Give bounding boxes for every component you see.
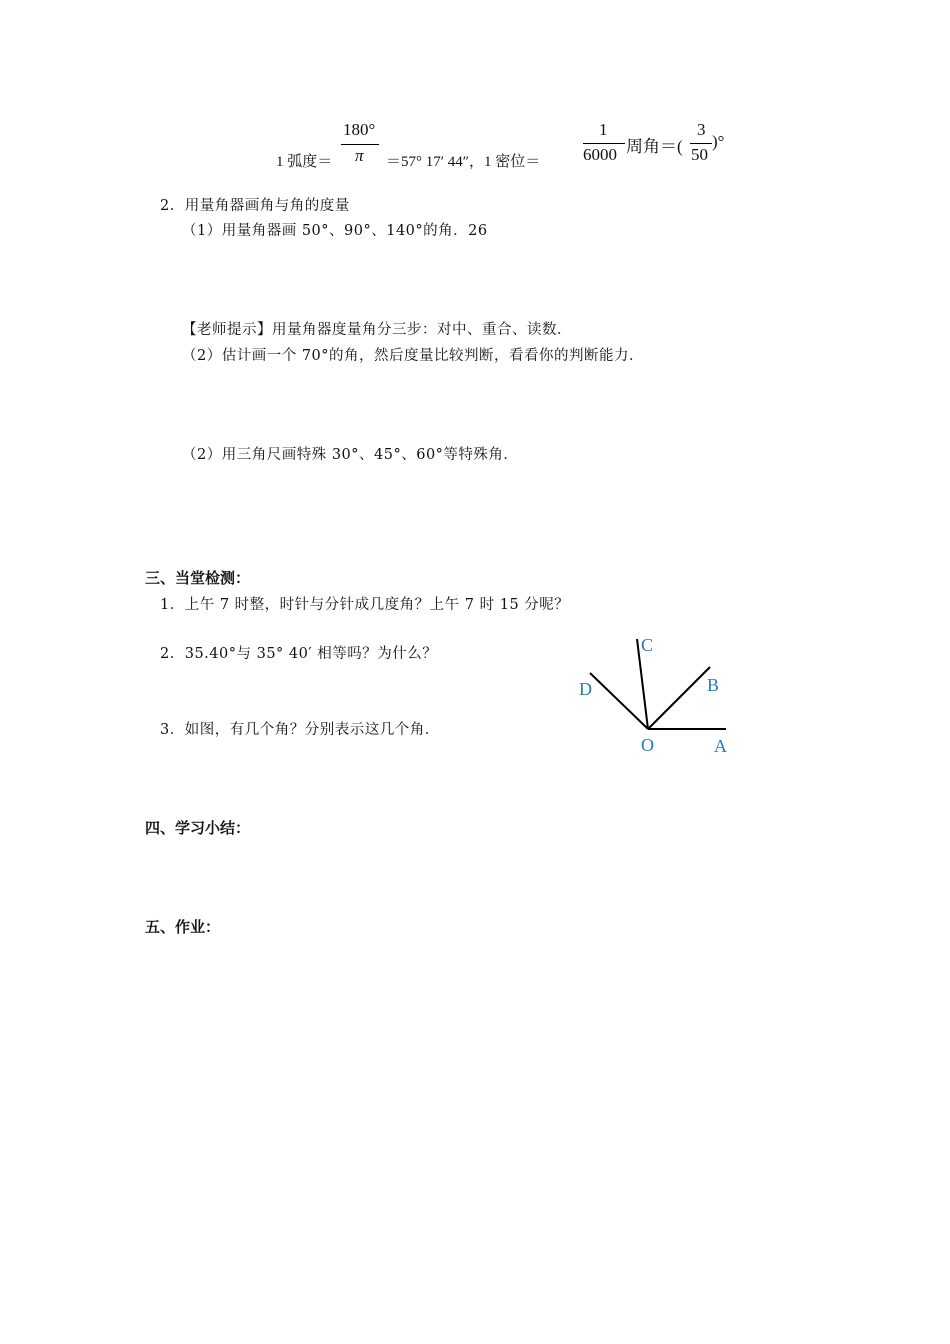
mil-fraction-bar (583, 143, 625, 144)
mil-numerator-2: 3 (697, 120, 706, 139)
label-d: D (579, 679, 592, 699)
ray-ob (648, 667, 710, 729)
item-2-title: 2．用量角器画角与角的度量 (160, 198, 350, 214)
radian-result: ＝57° 17′ 44″，1 密位＝ (386, 154, 541, 170)
item-2-sub-1: （1）用量角器画 50°、90°、140°的角．26 (182, 223, 488, 239)
mil-middle: 周角＝( (626, 137, 683, 156)
section-4-heading: 四、学习小结： (145, 819, 251, 837)
item-2-sub-2a: （2）估计画一个 70°的角，然后度量比较判断，看看你的判断能力． (182, 348, 645, 364)
mil-denominator: 6000 (583, 145, 617, 164)
mil-fraction-bar-2 (690, 143, 712, 144)
label-b: B (707, 675, 720, 695)
teacher-tip-label: 【老师提示】 (182, 322, 272, 338)
angle-figure (570, 625, 740, 760)
teacher-tip-text: 用量角器度量角分三步：对中、重合、读数． (272, 322, 572, 338)
radian-denominator: π (355, 146, 364, 165)
mil-numerator: 1 (599, 120, 608, 139)
ray-od (590, 673, 648, 729)
radian-fraction-bar (341, 144, 379, 145)
section-5-heading: 五、作业： (145, 918, 221, 936)
question-1: 1．上午 7 时整，时针与分针成几度角？上午 7 时 15 分呢？ (160, 597, 570, 613)
question-3: 3．如图，有几个角？分别表示这几个角． (160, 722, 440, 738)
label-c: C (641, 635, 654, 655)
label-a: A (714, 736, 727, 756)
mil-denominator-2: 50 (691, 145, 708, 164)
teacher-tip (182, 318, 572, 339)
question-2: 2．35.40°与 35° 40′ 相等吗？为什么？ (160, 646, 438, 662)
radian-numerator: 180° (343, 120, 376, 139)
mil-close: )° (712, 132, 725, 151)
label-o: O (641, 735, 654, 755)
item-2-sub-2b: （2）用三角尺画特殊 30°、45°、60°等特殊角． (182, 447, 519, 463)
section-3-heading: 三、当堂检测： (145, 569, 251, 587)
radian-prefix: 1 弧度＝ (276, 154, 333, 170)
